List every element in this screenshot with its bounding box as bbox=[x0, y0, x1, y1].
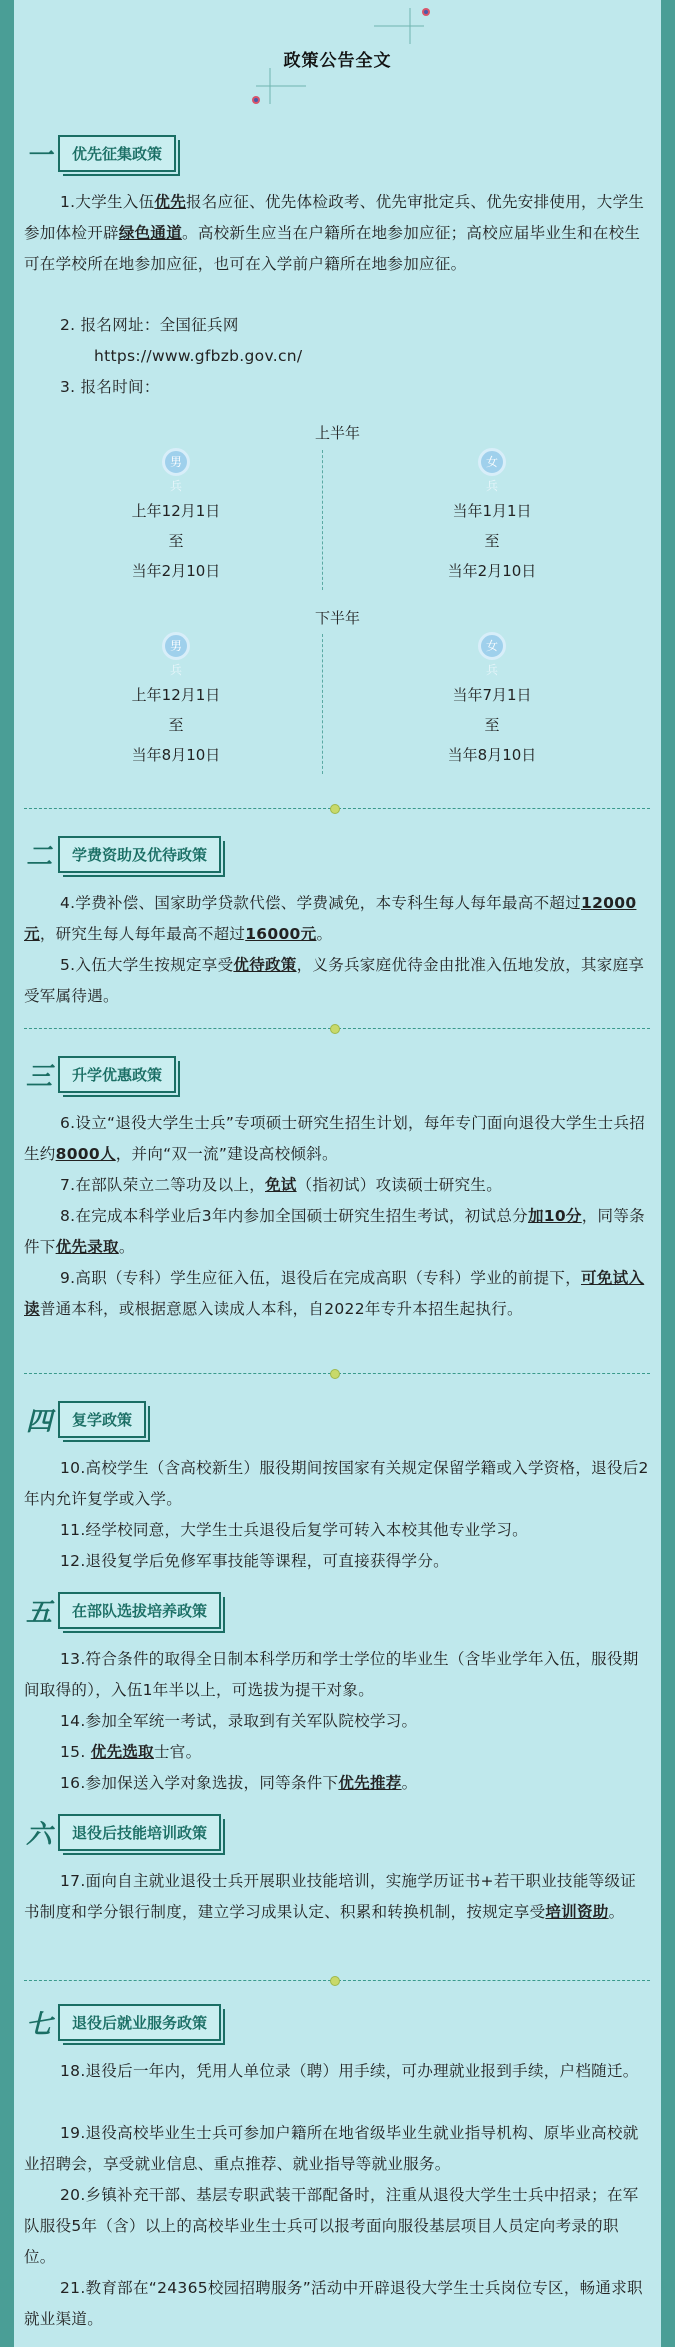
section-header-7 bbox=[22, 2001, 221, 2043]
section-header-3 bbox=[22, 1053, 176, 1095]
section-title: 升学优惠政策 bbox=[58, 1056, 176, 1093]
section-header-1 bbox=[22, 132, 176, 174]
policy-page bbox=[14, 0, 661, 2347]
text: 。 bbox=[401, 1774, 418, 1792]
second-half-female-column bbox=[392, 632, 592, 770]
text: 。高校新生应当在户籍所在地参加应征；高校应届毕业生和在校生可在学校所在地参加应征，也可在入学前户籍所在地参加应征。 bbox=[24, 224, 641, 273]
paragraph-21: 21.教育部在“24365校园招聘服务”活动中开辟退役大学生士兵岗位专区，畅通求职就业渠道。 bbox=[24, 2279, 643, 2328]
paragraph-1 bbox=[24, 187, 650, 280]
paragraph-11: 11.经学校同意，大学生士兵退役后复学可转入本校其他专业学习。 bbox=[60, 1521, 528, 1539]
second-half-male-column bbox=[76, 632, 276, 770]
start-date: 当年7月1日 bbox=[452, 686, 532, 704]
end-date: 当年2月10日 bbox=[131, 562, 221, 580]
text: 9.高职（专科）学生应征入伍，退役后在完成高职（专科）学业的前提下， bbox=[60, 1269, 581, 1287]
text: 8.在完成本科学业后3年内参加全国硕士研究生招生考试，初试总分 bbox=[60, 1207, 528, 1225]
paragraph-2: 2. 报名网址：全国征兵网 bbox=[60, 316, 239, 334]
end-date: 当年8月10日 bbox=[447, 746, 537, 764]
section-header-2 bbox=[22, 833, 221, 875]
end-date: 当年8月10日 bbox=[131, 746, 221, 764]
section-number: 一 bbox=[25, 140, 52, 171]
highlight: 优先推荐 bbox=[338, 1774, 402, 1792]
start-date: 上年12月1日 bbox=[131, 502, 221, 520]
text: 报名应征、优先体检政考、优先审批定兵、优先安排使用，大学生参加体检开辟 bbox=[24, 193, 645, 242]
page-title: 政策公告全文 bbox=[283, 51, 392, 71]
section-title: 退役后技能培训政策 bbox=[58, 1814, 221, 1851]
highlight: 优待政策 bbox=[233, 956, 297, 974]
column-divider bbox=[322, 634, 323, 774]
section-header-5 bbox=[22, 1589, 221, 1631]
paragraph-15 bbox=[24, 1737, 650, 1768]
text: 。 bbox=[118, 1238, 135, 1256]
text: ，研究生每人每年最高不超过 bbox=[39, 925, 246, 943]
section-number: 二 bbox=[25, 841, 52, 872]
highlight: 8000人 bbox=[55, 1145, 116, 1163]
section-divider bbox=[24, 1373, 650, 1374]
section-divider bbox=[24, 808, 650, 809]
to-label: 至 bbox=[484, 716, 500, 734]
divider-dot bbox=[330, 1024, 340, 1034]
paragraph-18: 18.退役后一年内，凭用人单位录（聘）用手续，可办理就业报到手续，户档随迁。 bbox=[60, 2062, 639, 2080]
text: 普通本科，或根据意愿入读成人本科，自2022年专升本招生起执行。 bbox=[39, 1300, 523, 1318]
highlight: 优先 bbox=[154, 193, 186, 211]
highlight: 优先选取 bbox=[90, 1743, 154, 1761]
section-divider bbox=[24, 1980, 650, 1981]
paragraph-10: 10.高校学生（含高校新生）服役期间按国家有关规定保留学籍或入学资格，退役后2年内允许复学或入学。 bbox=[24, 1459, 649, 1508]
paragraph-7 bbox=[24, 1170, 650, 1201]
soldier-label: 兵 bbox=[169, 479, 182, 493]
highlight: 培训资助 bbox=[545, 1903, 609, 1921]
paragraph-17 bbox=[24, 1866, 650, 1928]
highlight: 绿色通道 bbox=[118, 224, 183, 242]
paragraph-3: 3. 报名时间： bbox=[60, 378, 160, 396]
text: ，同等条件下 bbox=[24, 1207, 645, 1256]
paragraph-6 bbox=[24, 1108, 650, 1170]
highlight: 可免试入读 bbox=[24, 1269, 645, 1318]
paragraph-16 bbox=[24, 1768, 650, 1799]
text: 士官。 bbox=[153, 1743, 202, 1761]
text: 4.学费补偿、国家助学贷款代偿、学费减免，本专科生每人每年最高不超过 bbox=[60, 894, 581, 912]
section-number: 五 bbox=[25, 1597, 52, 1628]
section-number: 七 bbox=[25, 2009, 52, 2040]
paragraph-9 bbox=[24, 1263, 650, 1325]
soldier-label: 兵 bbox=[169, 663, 182, 677]
to-label: 至 bbox=[168, 532, 184, 550]
text: 17.面向自主就业退役士兵开展职业技能培训，实施学历证书+若干职业技能等级证书制度和学分银行制度，建立学习成果认定、积累和转换机制，按规定享受 bbox=[24, 1872, 637, 1921]
section-number: 六 bbox=[25, 1819, 52, 1850]
soldier-label: 兵 bbox=[485, 663, 498, 677]
paragraph-19: 19.退役高校毕业生士兵可参加户籍所在地省级毕业生就业指导机构、原毕业高校就业招聘会，享受就业信息、重点推荐、就业指导等就业服务。 bbox=[24, 2124, 639, 2173]
text: 16.参加保送入学对象选拔，同等条件下 bbox=[60, 1774, 339, 1792]
registration-url[interactable]: https://www.gfbzb.gov.cn/ bbox=[94, 347, 303, 365]
to-label: 至 bbox=[168, 716, 184, 734]
first-half-male-column bbox=[76, 448, 276, 586]
divider-dot bbox=[330, 1976, 340, 1986]
female-icon: 女 bbox=[478, 448, 506, 476]
paragraph-4 bbox=[24, 888, 650, 950]
text: ，并向“双一流”建设高校倾斜。 bbox=[115, 1145, 338, 1163]
second-half-label: 下半年 bbox=[314, 609, 360, 627]
paragraph-12: 12.退役复学后免修军事技能等课程，可直接获得学分。 bbox=[60, 1552, 449, 1570]
paragraph-13: 13.符合条件的取得全日制本科学历和学士学位的毕业生（含毕业学年入伍，服役期间取得的），入伍1年半以上，可选拔为提干对象。 bbox=[24, 1650, 639, 1699]
text: 5.入伍大学生按规定享受 bbox=[60, 956, 234, 974]
section-header-4 bbox=[22, 1398, 146, 1440]
first-half-female-column bbox=[392, 448, 592, 586]
text: 。 bbox=[608, 1903, 625, 1921]
highlight: 优先录取 bbox=[55, 1238, 119, 1256]
text: （指初试）攻读硕士研究生。 bbox=[296, 1176, 503, 1194]
section-number: 四 bbox=[25, 1406, 52, 1437]
end-date: 当年2月10日 bbox=[447, 562, 537, 580]
divider-dot bbox=[330, 804, 340, 814]
highlight: 加10分 bbox=[527, 1207, 582, 1225]
highlight: 免试 bbox=[265, 1176, 297, 1194]
paragraph-20: 20.乡镇补充干部、基层专职武装干部配备时，注重从退役大学生士兵中招录；在军队服役5年（含）以上的高校毕业生士兵可以报考面向服役基层项目人员定向考录的职位。 bbox=[24, 2186, 639, 2266]
paragraph-5 bbox=[24, 950, 650, 1012]
text: ，义务兵家庭优待金由批准入伍地发放，其家庭享受军属待遇。 bbox=[24, 956, 645, 1005]
start-date: 上年12月1日 bbox=[131, 686, 221, 704]
section-header-6 bbox=[22, 1811, 221, 1853]
text: 6.设立“退役大学生士兵”专项硕士研究生招生计划，每年专门面向退役大学生士兵招生约 bbox=[24, 1114, 646, 1163]
section-title: 复学政策 bbox=[58, 1401, 146, 1438]
first-half-label: 上半年 bbox=[314, 424, 360, 442]
highlight: 12000元 bbox=[24, 894, 637, 943]
column-divider bbox=[322, 450, 323, 590]
section-title: 优先征集政策 bbox=[58, 135, 176, 172]
section-number: 三 bbox=[25, 1061, 52, 1092]
to-label: 至 bbox=[484, 532, 500, 550]
text: 15. bbox=[60, 1743, 91, 1761]
section-divider bbox=[24, 1028, 650, 1029]
crosshair-decoration-top bbox=[374, 4, 434, 46]
male-icon: 男 bbox=[162, 448, 190, 476]
female-icon: 女 bbox=[478, 632, 506, 660]
text: 7.在部队荣立二等功及以上， bbox=[60, 1176, 265, 1194]
start-date: 当年1月1日 bbox=[452, 502, 532, 520]
paragraph-14: 14.参加全军统一考试，录取到有关军队院校学习。 bbox=[60, 1712, 418, 1730]
divider-dot bbox=[330, 1369, 340, 1379]
section-title: 在部队选拔培养政策 bbox=[58, 1592, 221, 1629]
highlight: 16000元 bbox=[245, 925, 317, 943]
section-title: 学费资助及优待政策 bbox=[58, 836, 221, 873]
section-title: 退役后就业服务政策 bbox=[58, 2004, 221, 2041]
soldier-label: 兵 bbox=[485, 479, 498, 493]
male-icon: 男 bbox=[162, 632, 190, 660]
text: 。 bbox=[316, 925, 333, 943]
text: 1.大学生入伍 bbox=[60, 193, 155, 211]
paragraph-8 bbox=[24, 1201, 650, 1263]
